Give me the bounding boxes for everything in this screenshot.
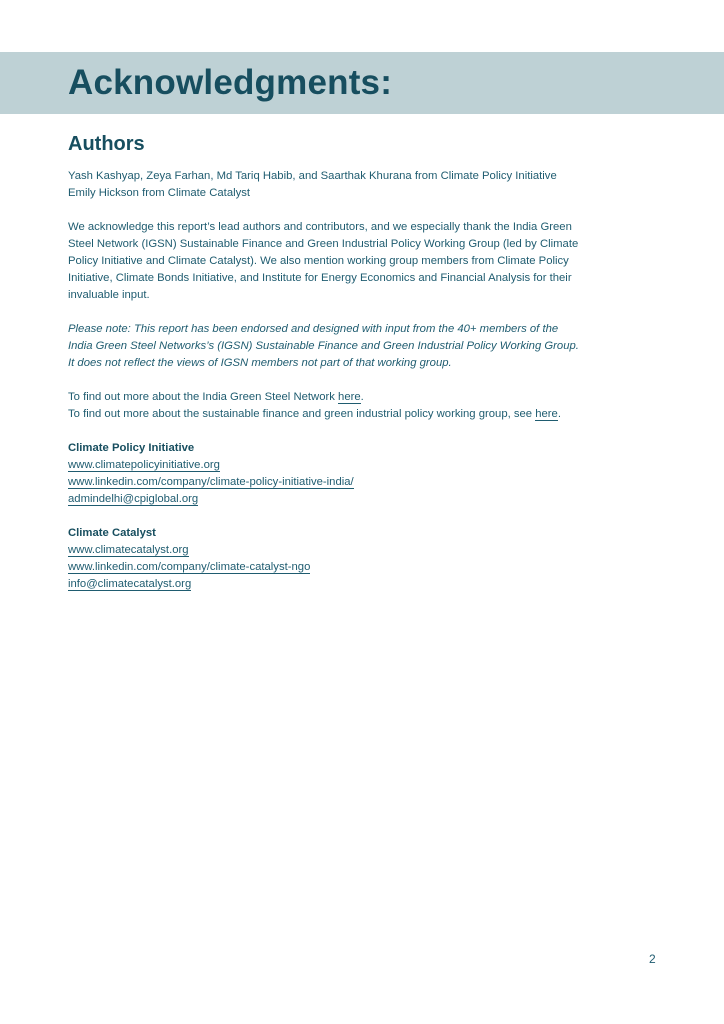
catalyst-email-row [68,576,668,593]
catalyst-linkedin-link[interactable]: www.linkedin.com/company/climate-catalyst-ngo [68,561,311,573]
note-line: It does not reflect the views of IGSN members not part of that working group. [68,357,452,369]
find-out-group-text: To find out more about the sustainable finance and green industrial policy working group, see [68,408,536,420]
find-out-group-line [68,406,668,423]
acknowledgement-line: We acknowledge this report’s lead authors and contributors, and we especially thank the India Green [68,221,572,233]
group-here-link[interactable]: here [535,408,558,420]
find-out-network-end: . [360,391,364,403]
authors-heading: Authors [68,133,145,155]
acknowledgement-line: invaluable input. [68,289,150,301]
find-out-network-line [68,389,668,406]
authors-line-cpi: Yash Kashyap, Zeya Farhan, Md Tariq Habib, and Saarthak Khurana from Climate Policy Initiative [68,170,557,182]
find-out-group-end: . [557,408,561,420]
page-title: Acknowledgments: [68,63,393,102]
page-number: 2 [649,952,656,966]
cpi-website-link[interactable]: www.climatepolicyinitiative.org [68,459,220,471]
network-here-link[interactable]: here [338,391,361,403]
catalyst-email-link[interactable]: info@climatecatalyst.org [68,578,192,590]
authors-line-catalyst: Emily Hickson from Climate Catalyst [68,187,251,199]
note-line: Please note: This report has been endorsed and designed with input from the 40+ members of the [68,323,559,335]
cpi-email-row [68,491,668,508]
catalyst-website-link[interactable]: www.climatecatalyst.org [68,544,189,556]
cpi-name: Climate Policy Initiative [68,442,195,454]
catalyst-name: Climate Catalyst [68,527,156,539]
find-out-network-text: To find out more about the India Green Steel Network [68,391,339,403]
cpi-website-row [68,457,668,474]
note-line: India Green Steel Networks’s (IGSN) Sustainable Finance and Green Industrial Policy Working Group. [68,340,579,352]
acknowledgement-line: Steel Network (IGSN) Sustainable Finance and Green Industrial Policy Working Group (led by Climate [68,238,579,250]
catalyst-website-row [68,542,668,559]
cpi-email-link[interactable]: admindelhi@cpiglobal.org [68,493,199,505]
acknowledgement-line: Initiative, Climate Bonds Initiative, and Institute for Energy Economics and Financial Analysis for their [68,272,572,284]
acknowledgement-line: Policy Initiative and Climate Catalyst). We also mention working group members from Climate Policy [68,255,569,267]
cpi-linkedin-link[interactable]: www.linkedin.com/company/climate-policy-initiative-india/ [68,476,354,488]
cpi-linkedin-row [68,474,668,491]
catalyst-linkedin-row [68,559,668,576]
